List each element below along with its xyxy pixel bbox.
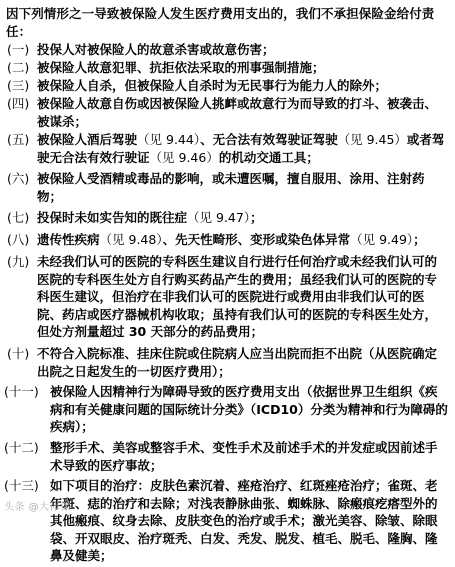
clause-text <box>37 209 447 227</box>
clause-text: 如下项目的治疗：皮肤色素沉着、痤疮治疗、红斑痤疮治疗；雀斑、老年斑、痣的治疗和去除；对浅表静脉曲张、蜘蛛脉、除瘢痕疙瘩型外的其他瘢痕、纹身去除、皮肤变色的治疗或手术；激光美容、除皱、除眼袋、开双眼皮、治疗斑秃、白发、秃发、脱发、植毛、脱毛、隆胸、隆鼻及健美； <box>50 478 438 563</box>
clause-number: (十三) <box>4 478 39 493</box>
clause-number: (十) <box>7 346 30 361</box>
clause-number: (八) <box>7 232 30 247</box>
definition-reference: （见 9.44） <box>137 132 201 147</box>
definition-reference: （见 9.49） <box>350 232 414 247</box>
definition-reference: （见 9.47） <box>187 210 251 225</box>
clause-4 <box>0 95 455 131</box>
clause-text: 不符合入院标准、挂床住院或住院病人应当出院而拒不出院（从医院确定出院之日起发生的一切医疗费用）； <box>37 346 438 379</box>
clause-text-part: ； <box>250 210 263 225</box>
clause-13 <box>0 477 455 567</box>
clause-number: (六) <box>7 171 30 186</box>
clause-text-part: ； <box>413 232 426 247</box>
exclusion-list <box>0 41 455 567</box>
clause-text: 被保险人故意自伤或因被保险人挑衅或故意行为而导致的打斗、被袭击、被谋杀； <box>37 96 438 129</box>
clause-number: (四) <box>7 96 30 111</box>
clause-text: 被保险人因精神行为障碍导致的医疗费用支出（依据世界卫生组织《疾病和有关健康问题的国际统计分类》（ICD10）分类为精神和行为障碍的疾病）； <box>50 384 448 434</box>
clause-text: 未经我们认可的医院的专科医生建议自行进行任何治疗或未经我们认可的医院的专科医生处方自行购买药品产生的费用；虽经我们认可的医院的专科医生建议，但治疗在非我们认可的医院进行或费用由非我们认可的医院、药店或医疗器械机构收取；虽持有我们认可的医院的专科医生处方，但处方剂量超过 30 天部分的药品费用； <box>37 254 438 339</box>
clause-text <box>37 131 447 166</box>
clause-2 <box>0 59 455 77</box>
clause-8 <box>0 231 455 249</box>
clause-number: (七) <box>7 210 30 225</box>
definition-reference: （见 9.46） <box>149 149 219 165</box>
clause-text-part: 被保险人酒后驾驶 <box>37 132 138 147</box>
clause-text-part: 遗传性疾病 <box>37 232 100 247</box>
clause-number: (十二) <box>4 440 39 455</box>
clause-text <box>37 231 447 249</box>
clause-11 <box>0 383 455 437</box>
clause-number: (二) <box>7 60 30 75</box>
clause-12 <box>0 439 455 475</box>
clause-1 <box>0 41 455 59</box>
clause-number: (一) <box>7 42 30 57</box>
clause-text-part: 或者驾驶无合法有效行驶证 <box>37 132 445 165</box>
clause-number: (九) <box>7 254 30 269</box>
clause-text: 被保险人自杀，但被保险人自杀时为无民事行为能力人的除外； <box>37 78 388 93</box>
clause-number: (三) <box>7 78 30 93</box>
intro-paragraph: 因下列情形之一导致被保险人发生医疗费用支出的，我们不承担保险金给付责任： <box>6 6 435 39</box>
clause-number: (十一) <box>4 384 39 399</box>
clause-text-part: 的机动交通工具； <box>218 149 319 165</box>
definition-reference: （见 9.45） <box>337 132 407 147</box>
clause-text-part: 投保时未如实告知的既往症 <box>37 210 188 225</box>
watermark-text: 头条 @大律保 <box>4 502 71 513</box>
clause-text-part: 、无合法有效驾驶证驾驶 <box>200 132 338 147</box>
clause-text: 整形手术、美容或整容手术、变性手术及前述手术的并发症或因前述手术导致的医疗事故； <box>50 440 438 473</box>
clause-text: 被保险人故意犯罪、抗拒依法采取的刑事强制措施； <box>37 60 325 75</box>
clause-number: (五) <box>7 132 30 147</box>
clause-10 <box>0 345 455 381</box>
clause-5 <box>0 131 455 167</box>
definition-reference: （见 9.48） <box>99 232 163 247</box>
clause-9 <box>0 253 455 343</box>
clause-6 <box>0 170 455 206</box>
clause-text: 被保险人受酒精或毒品的影响，或未遭医嘱，擅自服用、涂用、注射药物； <box>37 171 425 204</box>
clause-3 <box>0 77 455 95</box>
clause-text: 投保人对被保险人的故意杀害或故意伤害； <box>37 42 275 57</box>
clause-7 <box>0 209 455 227</box>
clause-text-part: 、先天性畸形、变形或染色体异常 <box>162 232 351 247</box>
